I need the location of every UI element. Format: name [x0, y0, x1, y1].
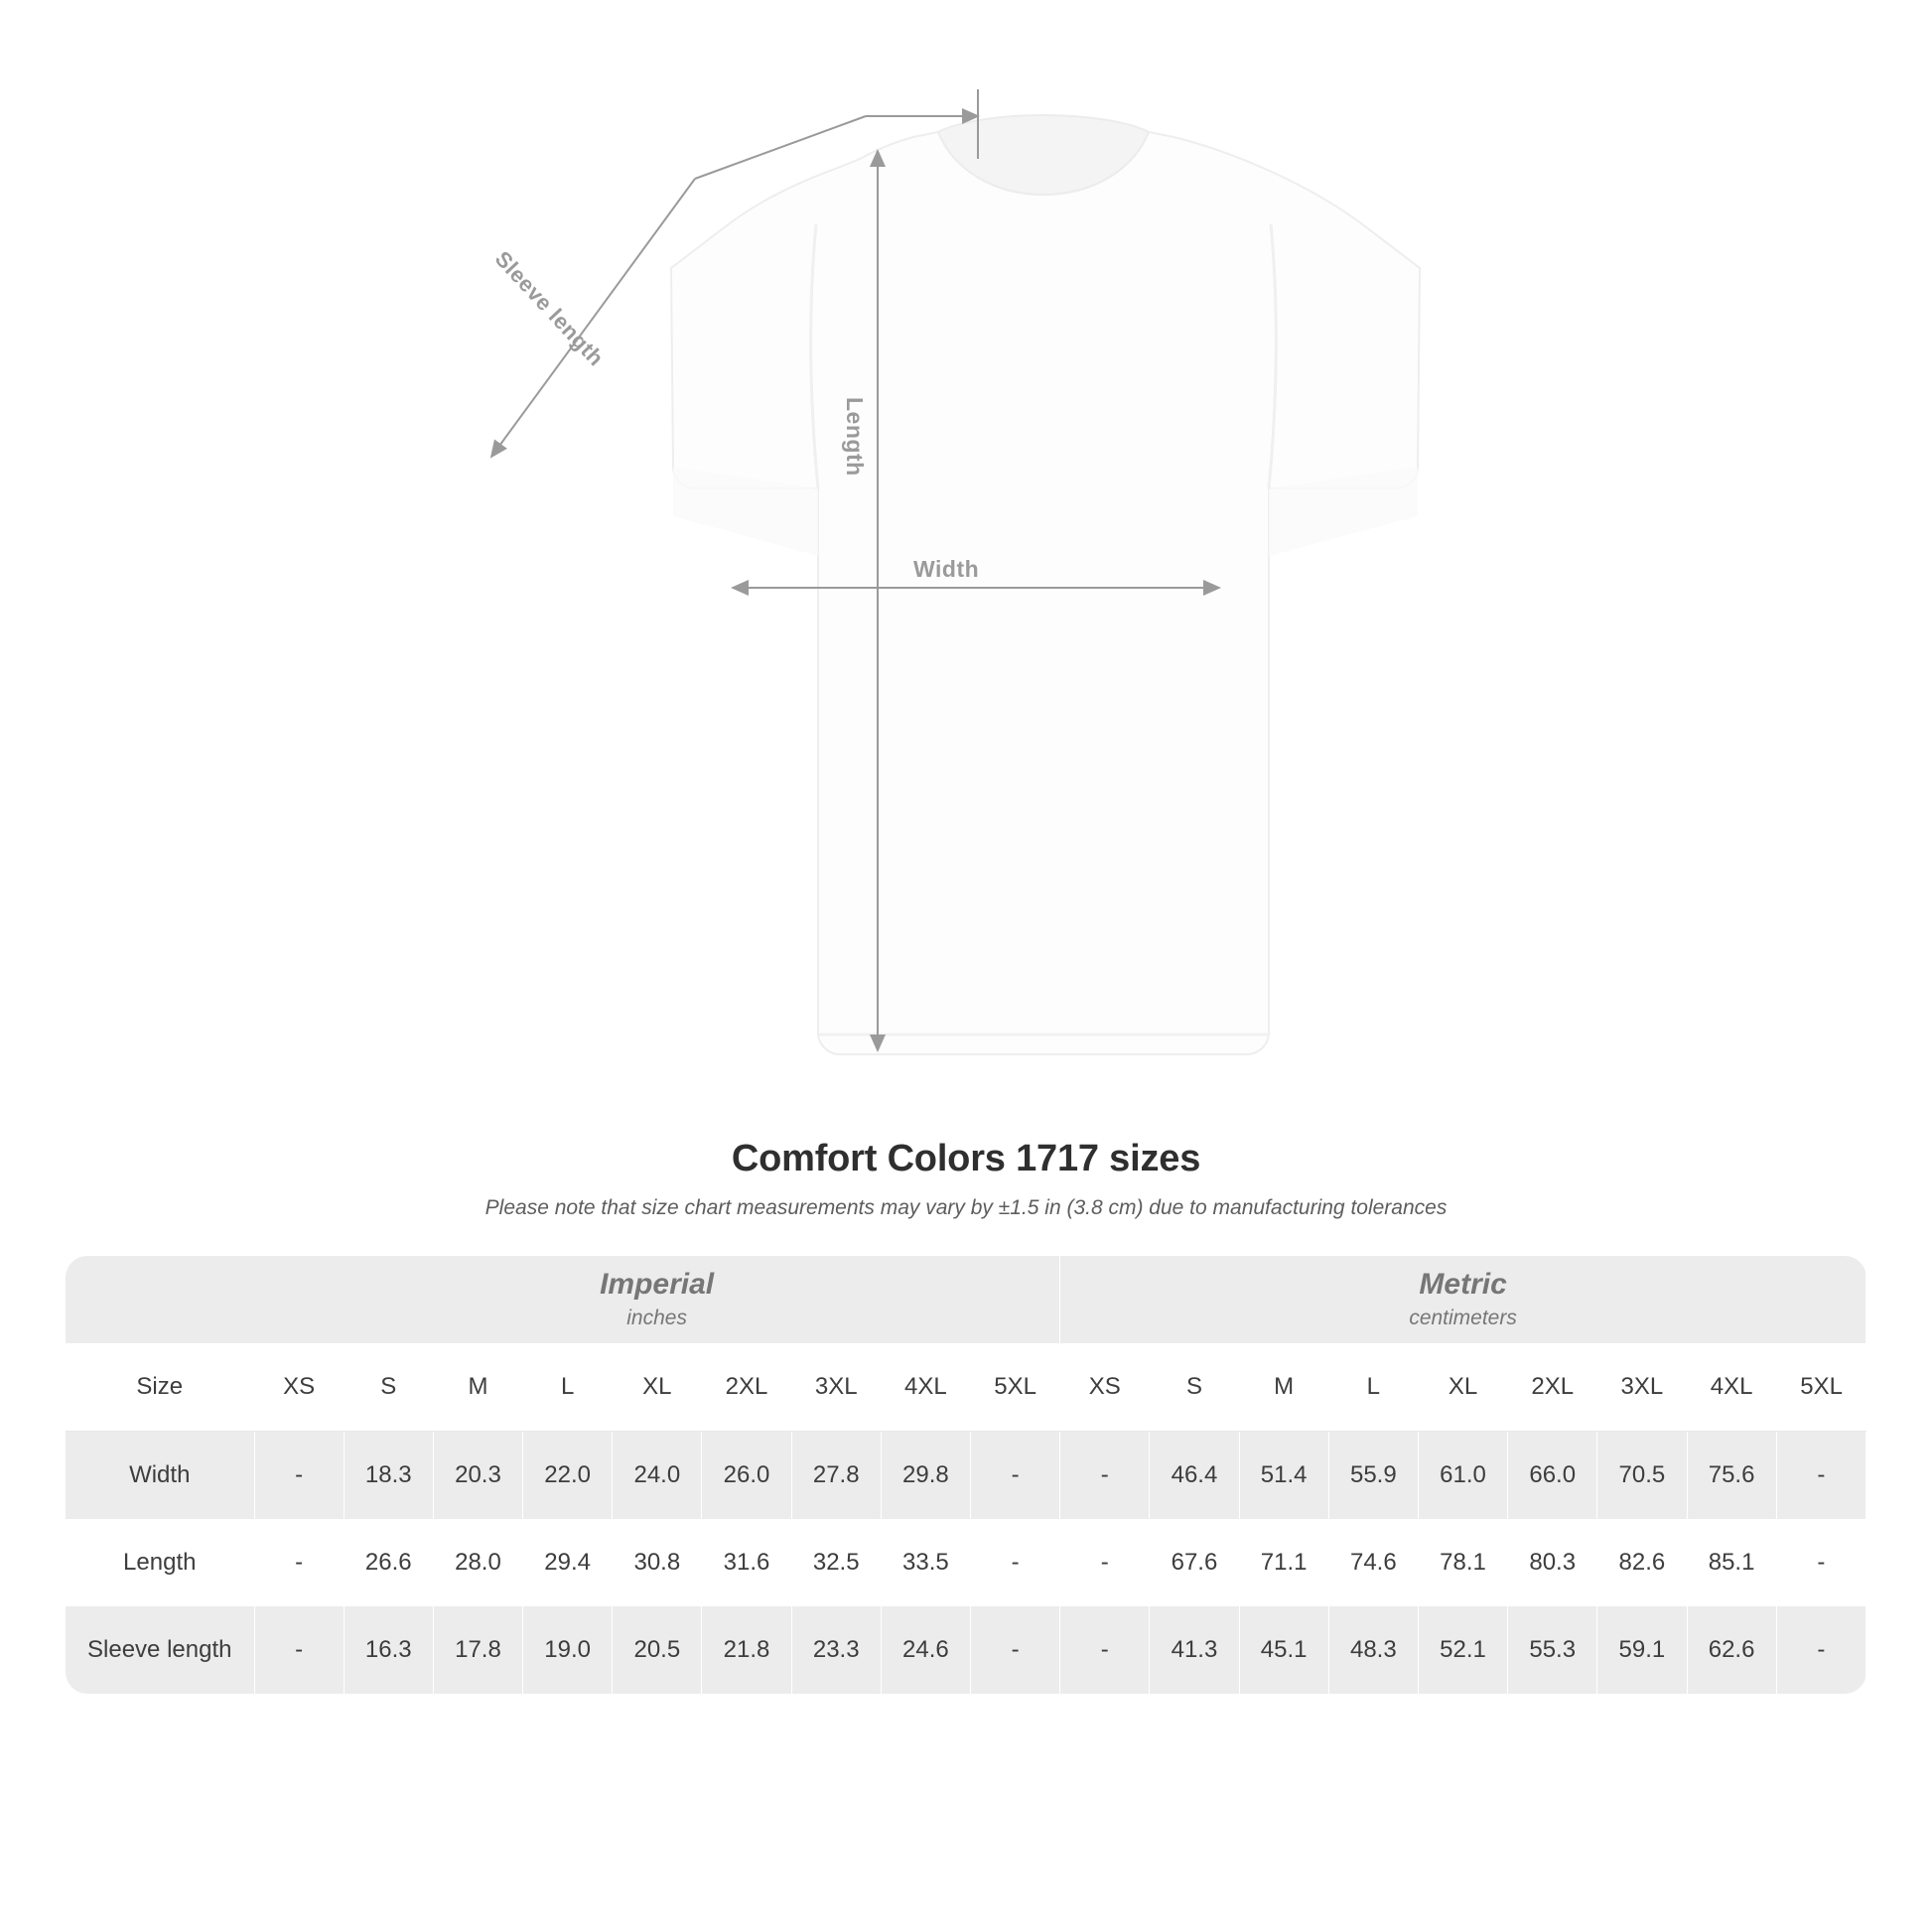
measurement-cell: 17.8	[433, 1606, 522, 1694]
measurement-cell: 27.8	[791, 1432, 881, 1520]
measurement-cell: -	[1776, 1606, 1865, 1694]
measurement-cell: 22.0	[523, 1432, 613, 1520]
unit-subtitle: inches	[626, 1307, 687, 1329]
measurement-cell: 24.0	[613, 1432, 702, 1520]
measurement-cell: 67.6	[1150, 1519, 1239, 1606]
measurement-cell: 74.6	[1328, 1519, 1418, 1606]
measurement-cell: -	[1060, 1432, 1150, 1520]
measurement-cell: 24.6	[881, 1606, 970, 1694]
measurement-cell: 26.6	[344, 1519, 433, 1606]
width-label: Width	[913, 556, 980, 582]
row-label: Sleeve length	[66, 1606, 254, 1694]
size-header-cell: L	[523, 1343, 613, 1432]
table-row	[66, 1519, 1866, 1606]
length-label: Length	[842, 397, 868, 477]
measurement-cell: 78.1	[1418, 1519, 1507, 1606]
measurement-cell: -	[1776, 1432, 1865, 1520]
measurement-cell: -	[254, 1519, 344, 1606]
measurement-cell: -	[1060, 1606, 1150, 1694]
measurement-cell: 71.1	[1239, 1519, 1328, 1606]
title-block	[0, 1138, 1932, 1220]
size-chart-table-wrapper	[66, 1256, 1866, 1694]
measurement-cell: 62.6	[1687, 1606, 1776, 1694]
measurement-cell: 31.6	[702, 1519, 791, 1606]
measurement-cell: 66.0	[1508, 1432, 1597, 1520]
measurement-cell: -	[254, 1606, 344, 1694]
measurement-cell: 52.1	[1418, 1606, 1507, 1694]
tolerance-note: Please note that size chart measurements may vary by ±1.5 in (3.8 cm) due to manufacturing tolerances	[484, 1196, 1448, 1219]
size-header-row	[66, 1343, 1866, 1432]
unit-subtitle: centimeters	[1409, 1307, 1517, 1329]
table-row	[66, 1432, 1866, 1520]
measurement-cell: 82.6	[1597, 1519, 1687, 1606]
size-header-cell: 3XL	[791, 1343, 881, 1432]
measurement-cell: 19.0	[523, 1606, 613, 1694]
measurement-cell: 18.3	[344, 1432, 433, 1520]
measurement-cell: 20.5	[613, 1606, 702, 1694]
size-header-cell: M	[1239, 1343, 1328, 1432]
measurement-cell: -	[971, 1432, 1060, 1520]
size-header-cell: XL	[613, 1343, 702, 1432]
size-header-cell: S	[344, 1343, 433, 1432]
sleeve-length-label: Sleeve length	[489, 246, 610, 371]
measurement-cell: 23.3	[791, 1606, 881, 1694]
measurement-cell: -	[971, 1519, 1060, 1606]
size-header-cell: 5XL	[971, 1343, 1060, 1432]
unit-header-row	[66, 1256, 1866, 1343]
size-column-header: Size	[66, 1343, 254, 1432]
size-header-cell: 4XL	[1687, 1343, 1776, 1432]
page-title: Comfort Colors 1717 sizes	[731, 1138, 1201, 1179]
measurement-cell: 32.5	[791, 1519, 881, 1606]
measurement-cell: 41.3	[1150, 1606, 1239, 1694]
measurement-cell: 59.1	[1597, 1606, 1687, 1694]
measurement-cell: -	[1776, 1519, 1865, 1606]
measurement-cell: 46.4	[1150, 1432, 1239, 1520]
size-header-cell: L	[1328, 1343, 1418, 1432]
measurement-cell: -	[971, 1606, 1060, 1694]
measurement-cell: 16.3	[344, 1606, 433, 1694]
size-header-cell: 2XL	[702, 1343, 791, 1432]
row-label: Width	[66, 1432, 254, 1520]
size-header-cell: XS	[1060, 1343, 1150, 1432]
measurement-cell: 70.5	[1597, 1432, 1687, 1520]
measurement-cell: 20.3	[433, 1432, 522, 1520]
size-header-cell: 3XL	[1597, 1343, 1687, 1432]
measurement-cell: 55.9	[1328, 1432, 1418, 1520]
measurement-cell: -	[254, 1432, 344, 1520]
measurement-cell: 33.5	[881, 1519, 970, 1606]
measurement-cell: 75.6	[1687, 1432, 1776, 1520]
size-header-cell: XL	[1418, 1343, 1507, 1432]
size-header-cell: XS	[254, 1343, 344, 1432]
measurement-cell: 21.8	[702, 1606, 791, 1694]
measurement-cell: 29.4	[523, 1519, 613, 1606]
table-corner-cell	[66, 1256, 254, 1343]
unit-name: Metric	[1419, 1267, 1507, 1301]
measurement-cell: 26.0	[702, 1432, 791, 1520]
unit-header-imperial	[254, 1256, 1060, 1343]
size-header-cell: S	[1150, 1343, 1239, 1432]
measurement-cell: 85.1	[1687, 1519, 1776, 1606]
measurement-cell: 61.0	[1418, 1432, 1507, 1520]
measurement-cell: 29.8	[881, 1432, 970, 1520]
measurement-cell: 48.3	[1328, 1606, 1418, 1694]
measurement-cell: 28.0	[433, 1519, 522, 1606]
tshirt-shape	[671, 115, 1420, 1054]
table-row	[66, 1606, 1866, 1694]
size-chart-table	[66, 1256, 1866, 1694]
size-header-cell: M	[433, 1343, 522, 1432]
measurement-cell: 45.1	[1239, 1606, 1328, 1694]
unit-header-metric	[1060, 1256, 1866, 1343]
row-label: Length	[66, 1519, 254, 1606]
measurement-cell: 30.8	[613, 1519, 702, 1606]
measurement-cell: 80.3	[1508, 1519, 1597, 1606]
size-header-cell: 4XL	[881, 1343, 970, 1432]
unit-name: Imperial	[600, 1267, 715, 1301]
size-header-cell: 5XL	[1776, 1343, 1865, 1432]
size-header-cell: 2XL	[1508, 1343, 1597, 1432]
measurement-cell: 55.3	[1508, 1606, 1597, 1694]
measurement-cell: 51.4	[1239, 1432, 1328, 1520]
measurement-cell: -	[1060, 1519, 1150, 1606]
